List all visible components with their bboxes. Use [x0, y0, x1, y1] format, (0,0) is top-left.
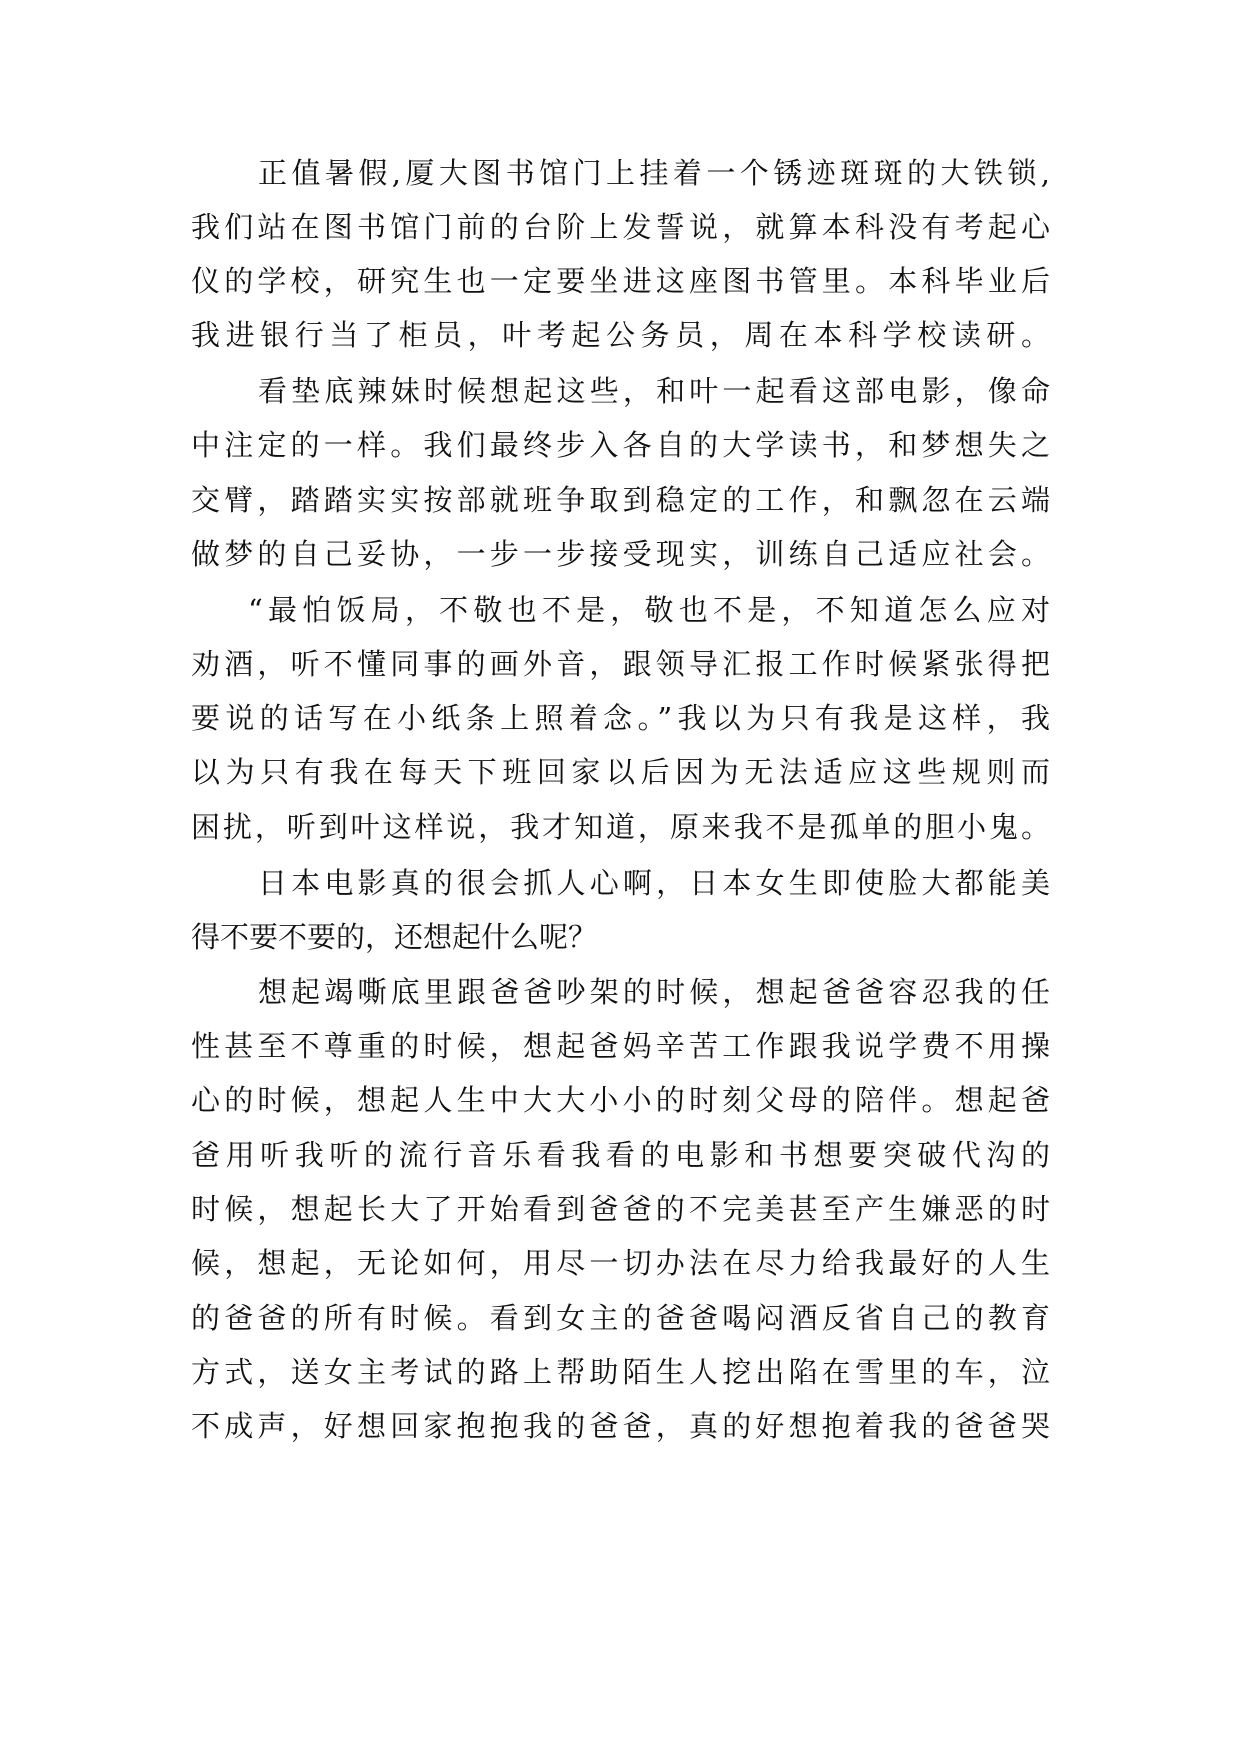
text-line: 想起竭嘶底里跟爸爸吵架的时候，想起爸爸容忍我的任 [258, 975, 1050, 1009]
text-line: 中注定的一样。我们最终步入各自的大学读书，和梦想失之 [191, 428, 1050, 462]
text-line: 方式，送女主考试的路上帮助陌生人挖出陷在雪里的车，泣 [191, 1355, 1050, 1389]
text-line: 正值暑假,厦大图书馆门上挂着一个锈迹斑斑的大铁锁, [258, 156, 1050, 190]
text-line: 我进银行当了柜员，叶考起公务员，周在本科学校读研。 [191, 318, 1050, 352]
text-line: 候，想起，无论如何，用尽一切办法在尽力给我最好的人生 [191, 1246, 1050, 1280]
text-line: 爸用听我听的流行音乐看我看的电影和书想要突破代沟的 [191, 1138, 1050, 1172]
text-line: 时候，想起长大了开始看到爸爸的不完美甚至产生嫌恶的时 [191, 1192, 1050, 1226]
text-line: 交臂，踏踏实实按部就班争取到稳定的工作，和飘忽在云端 [191, 483, 1050, 517]
text-line: 日本电影真的很会抓人心啊，日本女生即使脸大都能美 [258, 866, 1050, 900]
text-line: 以为只有我在每天下班回家以后因为无法适应这些规则而 [191, 755, 1050, 789]
text-line: “最怕饭局，不敬也不是，敬也不是，不知道怎么应对 [248, 593, 1050, 627]
text-line: 不成声，好想回家抱抱我的爸爸，真的好想抱着我的爸爸哭 [191, 1409, 1050, 1443]
text-line: 我们站在图书馆门前的台阶上发誓说，就算本科没有考起心 [191, 210, 1050, 244]
text-line: 的爸爸的所有时候。看到女主的爸爸喝闷酒反省自己的教育 [191, 1301, 1050, 1335]
text-line: 看垫底辣妹时候想起这些，和叶一起看这部电影，像命 [258, 374, 1050, 408]
text-line: 要说的话写在小纸条上照着念。”我以为只有我是这样，我 [191, 701, 1050, 735]
text-line: 做梦的自己妥协，一步一步接受现实，训练自己适应社会。 [191, 537, 1050, 571]
text-line: 性甚至不尊重的时候，想起爸妈辛苦工作跟我说学费不用操 [191, 1029, 1050, 1063]
text-line: 劝酒，听不懂同事的画外音，跟领导汇报工作时候紧张得把 [191, 647, 1050, 681]
text-line: 仪的学校，研究生也一定要坐进这座图书管里。本科毕业后 [191, 264, 1050, 298]
text-line: 困扰，听到叶这样说，我才知道，原来我不是孤单的胆小鬼。 [191, 810, 1050, 844]
text-line: 得不要不要的，还想起什么呢？ [191, 920, 598, 954]
text-line: 心的时候，想起人生中大大小小的时刻父母的陪伴。想起爸 [191, 1083, 1050, 1117]
